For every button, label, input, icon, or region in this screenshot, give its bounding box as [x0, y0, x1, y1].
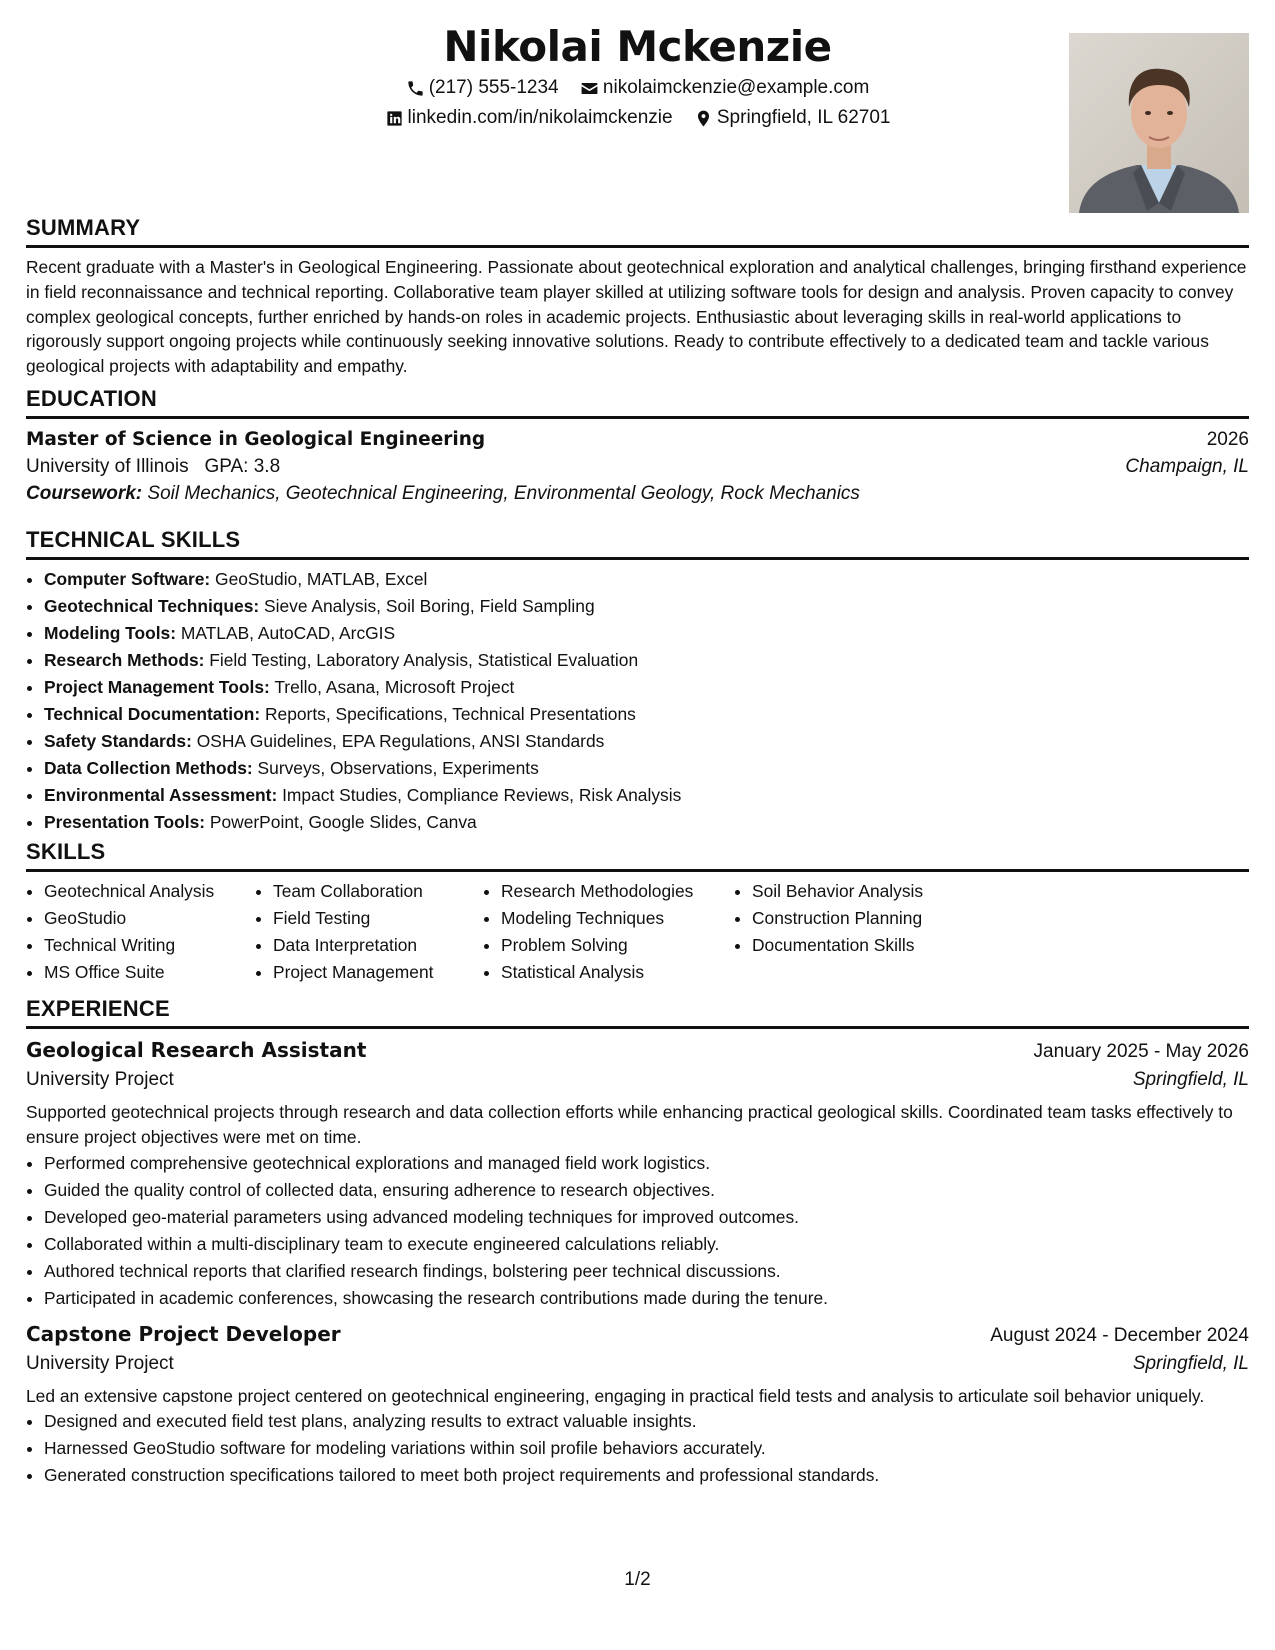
list-item: • Collaborated within a multi-disciplinary team to execute engineered calculations reliably.: [44, 1231, 1249, 1258]
skills-grid: [26, 878, 1249, 986]
profile-photo: [1069, 33, 1249, 213]
list-item: • Modeling Techniques: [501, 905, 734, 932]
coursework-line: [26, 483, 1249, 505]
list-item: • Technical Writing: [44, 932, 255, 959]
job-bullets: [26, 1408, 1249, 1489]
list-item: • Soil Behavior Analysis: [752, 878, 992, 905]
list-item: • Geotechnical Analysis: [44, 878, 255, 905]
location-item: [694, 107, 891, 129]
list-item: • Problem Solving: [501, 932, 734, 959]
job-org-row: [26, 1069, 1249, 1091]
skill-category: Presentation Tools:: [44, 812, 206, 832]
contact-row-1: [26, 77, 1249, 104]
job-header-row: [26, 1322, 1249, 1347]
page-number: 1/2: [624, 1569, 651, 1590]
phone-item: [406, 77, 559, 99]
job-organization: University Project: [26, 1352, 174, 1374]
candidate-name: Nikolai Mckenzie: [443, 22, 832, 71]
job-dates: January 2025 - May 2026: [1033, 1041, 1249, 1062]
section-title: EXPERIENCE: [26, 996, 1249, 1029]
email-link[interactable]: nikolaimckenzie@example.com: [602, 77, 870, 98]
skill-category: Environmental Assessment:: [44, 785, 278, 805]
coursework-label: Coursework:: [26, 483, 143, 504]
list-item: • Designed and executed field test plans, analyzing results to extract valuable insights.: [44, 1408, 1249, 1435]
list-item: [44, 701, 1249, 728]
skill-values: MATLAB, AutoCAD, ArcGIS: [180, 623, 396, 643]
experience-entry: [26, 1038, 1249, 1312]
skill-values: OSHA Guidelines, EPA Regulations, ANSI Standards: [196, 731, 605, 751]
list-item: [44, 566, 1249, 593]
list-item: • Participated in academic conferences, showcasing the research contributions made during the tenure.: [44, 1285, 1249, 1312]
technical-skills-list: [26, 566, 1249, 836]
list-item: [44, 728, 1249, 755]
list-item: • GeoStudio: [44, 905, 255, 932]
skill-values: Trello, Asana, Microsoft Project: [274, 677, 515, 697]
education-degree-row: [26, 429, 1249, 451]
skill-category: Geotechnical Techniques:: [44, 596, 260, 616]
job-bullets: [26, 1150, 1249, 1312]
list-item: • Authored technical reports that clarified research findings, bolstering peer technical discussions.: [44, 1258, 1249, 1285]
list-item: • Field Testing: [273, 905, 483, 932]
summary-section: [26, 215, 1249, 379]
job-title: Geological Research Assistant: [26, 1038, 367, 1062]
skill-values: GeoStudio, MATLAB, Excel: [215, 569, 428, 589]
list-item: • Guided the quality control of collected data, ensuring adherence to research objectives.: [44, 1177, 1249, 1204]
skill-category: Technical Documentation:: [44, 704, 261, 724]
list-item: [44, 593, 1249, 620]
skill-category: Research Methods:: [44, 650, 205, 670]
job-org-row: [26, 1353, 1249, 1375]
list-item: • Harnessed GeoStudio software for modeling variations within soil profile behaviors accurately.: [44, 1435, 1249, 1462]
map-pin-icon: [694, 109, 713, 128]
list-item: [44, 620, 1249, 647]
experience-entry: [26, 1322, 1249, 1490]
section-title: SUMMARY: [26, 215, 1249, 248]
skill-category: Modeling Tools:: [44, 623, 177, 643]
skill-values: PowerPoint, Google Slides, Canva: [209, 812, 477, 832]
list-item: • Data Interpretation: [273, 932, 483, 959]
list-item: • Generated construction specifications tailored to meet both project requirements and professional standards.: [44, 1462, 1249, 1489]
skill-category: Project Management Tools:: [44, 677, 270, 697]
list-item: • Documentation Skills: [752, 932, 992, 959]
education-school-row: [26, 456, 1249, 478]
envelope-icon: [580, 79, 599, 98]
list-item: • Construction Planning: [752, 905, 992, 932]
gpa: GPA: 3.8: [204, 456, 281, 477]
section-title: EDUCATION: [26, 386, 1249, 419]
school-location: Champaign, IL: [1125, 456, 1249, 477]
education-section: [26, 386, 1249, 505]
linkedin-item: [385, 107, 673, 129]
list-item: [44, 755, 1249, 782]
list-item: • Team Collaboration: [273, 878, 483, 905]
list-item: [44, 674, 1249, 701]
job-location: Springfield, IL: [1132, 1352, 1249, 1374]
email-item: [580, 77, 869, 99]
skills-column: [734, 878, 992, 986]
skills-section: [26, 839, 1249, 986]
job-header-row: [26, 1038, 1249, 1063]
skills-column: [26, 878, 255, 986]
skills-column: [483, 878, 734, 986]
list-item: [44, 782, 1249, 809]
job-description: Supported geotechnical projects through research and data collection efforts while enhancing practical geological skills. Coordinated team tasks effectively to ensure project objectives were met on time.: [26, 1102, 1233, 1147]
skill-category: Safety Standards:: [44, 731, 192, 751]
contact-row-2: [26, 107, 1249, 134]
list-item: • MS Office Suite: [44, 959, 255, 986]
list-item: • Statistical Analysis: [501, 959, 734, 986]
list-item: [44, 809, 1249, 836]
skill-values: Field Testing, Laboratory Analysis, Statistical Evaluation: [209, 650, 639, 670]
list-item: [44, 647, 1249, 674]
list-item: • Developed geo-material parameters using advanced modeling techniques for improved outcomes.: [44, 1204, 1249, 1231]
skill-values: Impact Studies, Compliance Reviews, Risk Analysis: [282, 785, 682, 805]
phone-icon: [406, 79, 425, 98]
skill-values: Surveys, Observations, Experiments: [257, 758, 539, 778]
location-text: Springfield, IL 62701: [716, 107, 891, 128]
job-organization: University Project: [26, 1069, 174, 1090]
phone-text: (217) 555-1234: [428, 77, 559, 98]
skill-category: Data Collection Methods:: [44, 758, 253, 778]
section-title: TECHNICAL SKILLS: [26, 527, 1249, 560]
linkedin-link[interactable]: linkedin.com/in/nikolaimckenzie: [407, 107, 673, 128]
school-name: University of Illinois: [26, 456, 189, 477]
summary-text: Recent graduate with a Master's in Geological Engineering. Passionate about geotechnical exploration and analytical challenges, bringing firsthand experience in field reconnaissance and technical reporting. Collaborative team player skilled at utilizing software tools for design and analysis. Proven capacity to convey complex geological concepts, further enriched by hands-on roles in academic projects. Enthusiastic about leveraging skills in real-world applications to rigorously support ongoing projects while continuously seeking innovative solutions. Ready to contribute effectively to a dedicated team and tackle various geological projects with adaptability and empathy.: [26, 257, 1247, 377]
degree-title: Master of Science in Geological Engineering: [26, 429, 486, 450]
skills-column: [255, 878, 483, 986]
job-title: Capstone Project Developer: [26, 1321, 341, 1346]
job-description: Led an extensive capstone project centered on geotechnical engineering, engaging in practical field tests and analysis to articulate soil behavior uniquely.: [26, 1385, 1205, 1406]
job-location: Springfield, IL: [1132, 1069, 1249, 1090]
coursework-list: Soil Mechanics, Geotechnical Engineering, Environmental Geology, Rock Mechanics: [147, 483, 860, 504]
list-item: • Performed comprehensive geotechnical explorations and managed field work logistics.: [44, 1150, 1249, 1177]
school-line: [26, 456, 280, 478]
section-title: SKILLS: [26, 839, 1249, 872]
technical-skills-section: [26, 527, 1249, 836]
graduation-year: 2026: [1206, 429, 1249, 450]
skill-category: Computer Software:: [44, 569, 211, 589]
list-item: • Research Methodologies: [501, 878, 734, 905]
skill-values: Sieve Analysis, Soil Boring, Field Sampling: [264, 596, 595, 616]
experience-section: [26, 996, 1249, 1489]
job-dates: August 2024 - December 2024: [990, 1324, 1249, 1346]
linkedin-icon: [385, 109, 404, 128]
skill-values: Reports, Specifications, Technical Presentations: [264, 704, 636, 724]
list-item: • Project Management: [273, 959, 483, 986]
